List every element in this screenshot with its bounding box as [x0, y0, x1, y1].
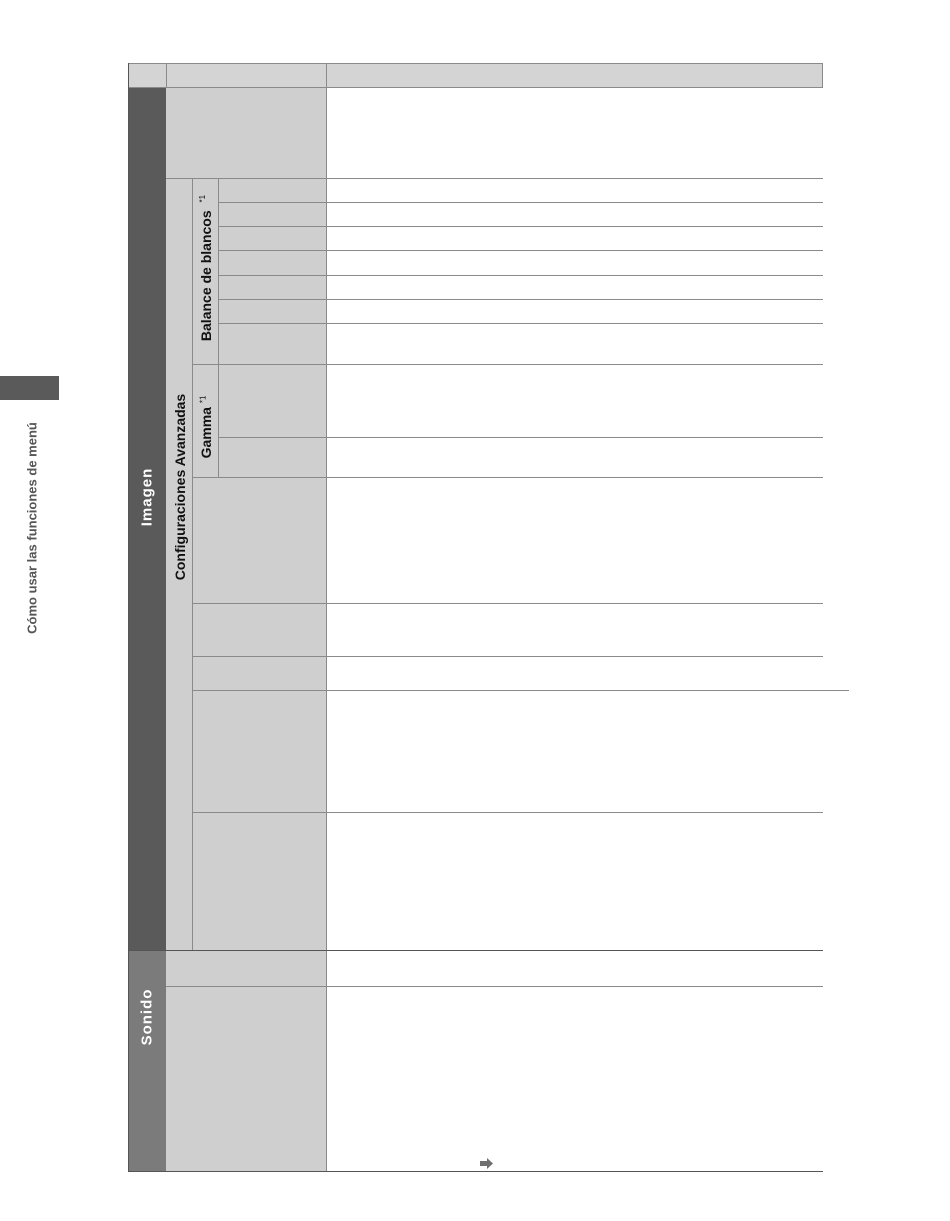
- menu-sonido-tab: [128, 950, 166, 1171]
- row-divider: [218, 202, 823, 203]
- row-divider: [128, 950, 823, 951]
- table-header-row: [128, 63, 823, 88]
- side-tab-label: Cómo usar las funciones de menú: [24, 422, 40, 634]
- row-divider: [192, 477, 823, 478]
- row-divider: [166, 178, 823, 179]
- side-tab-marker: [0, 376, 59, 400]
- arrow-right-icon: [480, 1156, 494, 1167]
- gamma-text: Gamma: [198, 407, 214, 459]
- row-divider: [192, 656, 823, 657]
- row-divider: [192, 364, 823, 365]
- row-divider: [218, 226, 823, 227]
- row-divider: [218, 437, 823, 438]
- balance-de-blancos-text: Balance de blancos: [198, 210, 214, 342]
- menu-imagen-label: Imagen: [138, 467, 156, 527]
- balance-de-blancos-note: *1: [198, 194, 208, 203]
- row-divider: [218, 299, 823, 300]
- row-divider: [218, 323, 823, 324]
- balance-de-blancos-label: [198, 195, 214, 341]
- row-divider: [192, 690, 849, 691]
- row-divider: [192, 603, 823, 604]
- configuraciones-avanzadas-label: Configuraciones Avanzadas: [172, 393, 188, 581]
- menu-sonido-label: Sonido: [138, 988, 156, 1046]
- row-divider: [166, 986, 823, 987]
- row-divider: [218, 250, 823, 251]
- row-divider: [218, 275, 823, 276]
- gamma-label: [198, 396, 214, 459]
- gamma-note: *1: [198, 395, 208, 404]
- row-divider: [192, 812, 823, 813]
